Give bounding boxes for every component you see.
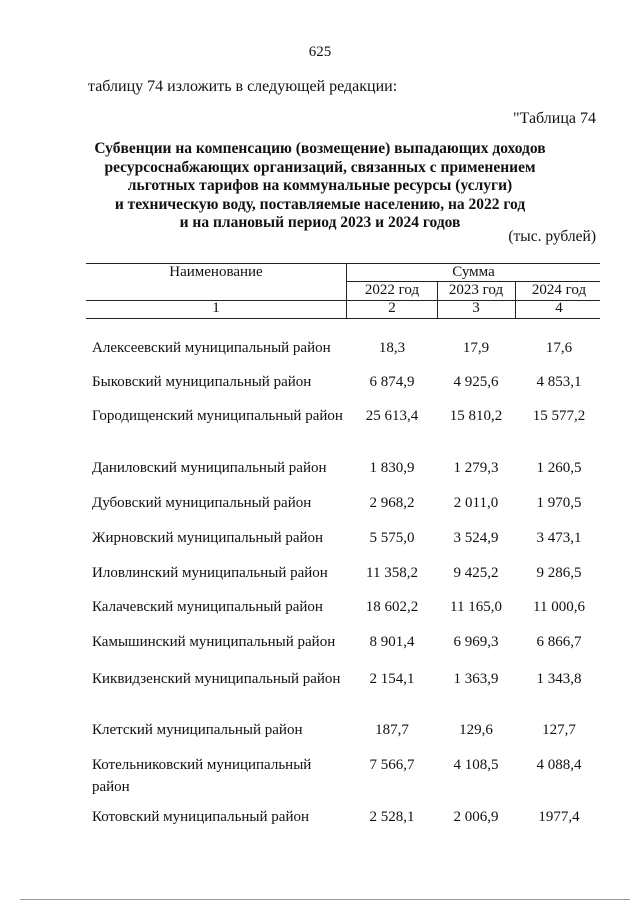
row-name: Киквидзенский муниципальный район [92, 671, 341, 687]
value-2022: 18 602,2 [365, 599, 419, 615]
table-label: "Таблица 74 [513, 110, 596, 127]
title-line: и на плановый период 2023 и 2024 годов [179, 214, 461, 232]
header-col-number: 4 [555, 300, 563, 316]
header-col-number: 1 [212, 300, 220, 316]
value-2024: 9 286,5 [536, 565, 582, 581]
value-2022: 25 613,4 [365, 408, 419, 424]
intro-text: таблицу 74 изложить в следующей редакции: [88, 78, 398, 95]
row-name: Калачевский муниципальный район [92, 599, 323, 615]
value-2024: 1 970,5 [536, 495, 582, 511]
value-2023: 4 108,5 [453, 757, 499, 773]
value-2024: 1977,4 [538, 809, 580, 825]
value-2023: 129,6 [459, 722, 493, 738]
title-line: и техническую воду, поставляемые населению, на 2022 год [114, 195, 526, 213]
value-2024: 3 473,1 [536, 530, 582, 546]
row-name: Городищенский муниципальный район [92, 408, 343, 424]
row-name: Иловлинский муниципальный район [92, 565, 328, 581]
row-name: Быковский муниципальный район [92, 374, 312, 390]
header-name: Наименование [169, 264, 263, 280]
value-2023: 1 279,3 [453, 460, 499, 476]
row-name: Котовский муниципальный район [92, 809, 310, 825]
row-name: Клетский муниципальный район [92, 722, 303, 738]
value-2022: 2 528,1 [369, 809, 415, 825]
row-name: Жирновский муниципальный район [92, 530, 324, 546]
row-name: Котельниковский муниципальный район [92, 757, 312, 795]
value-2022: 8 901,4 [369, 634, 415, 650]
value-2022: 2 968,2 [369, 495, 415, 511]
value-2024: 15 577,2 [532, 408, 586, 424]
value-2023: 9 425,2 [453, 565, 499, 581]
value-2023: 11 165,0 [450, 599, 502, 615]
row-name: Даниловский муниципальный район [92, 460, 327, 476]
value-2022: 187,7 [375, 722, 409, 738]
value-2024: 1 260,5 [536, 460, 582, 476]
value-2022: 2 154,1 [369, 671, 415, 687]
value-2022: 18,3 [378, 340, 406, 356]
page-number: 625 [308, 44, 332, 60]
row-name: Камышинский муниципальный район [92, 634, 336, 650]
title-line: льготных тарифов на коммунальные ресурсы (услуги) [127, 177, 513, 195]
value-2024: 17,6 [545, 340, 573, 356]
header-col-number: 3 [472, 300, 480, 316]
units-label: (тыс. рублей) [508, 228, 596, 245]
value-2024: 4 088,4 [536, 757, 582, 773]
header-year: 2023 год [448, 282, 504, 298]
title-line: ресурсоснабжающих организаций, связанных с применением [104, 158, 536, 176]
value-2023: 2 011,0 [453, 495, 499, 511]
header-bottom-rule [86, 318, 600, 319]
value-2024: 11 000,6 [533, 599, 585, 615]
header-col-number: 2 [388, 300, 396, 316]
value-2024: 6 866,7 [536, 634, 582, 650]
value-2022: 1 830,9 [369, 460, 415, 476]
header-year: 2022 год [364, 282, 420, 298]
header-sum: Сумма [452, 264, 495, 280]
header-year: 2024 год [531, 282, 587, 298]
value-2023: 4 925,6 [453, 374, 499, 390]
row-name: Дубовский муниципальный район [92, 495, 312, 511]
value-2023: 6 969,3 [453, 634, 499, 650]
table-title [90, 140, 550, 233]
row-name: Алексеевский муниципальный район [92, 340, 331, 356]
value-2023: 1 363,9 [453, 671, 499, 687]
value-2023: 15 810,2 [449, 408, 503, 424]
value-2023: 3 524,9 [453, 530, 499, 546]
value-2022: 7 566,7 [369, 757, 415, 773]
value-2022: 6 874,9 [369, 374, 415, 390]
value-2023: 2 006,9 [453, 809, 499, 825]
page-bottom-edge [20, 899, 630, 900]
value-2024: 4 853,1 [536, 374, 582, 390]
value-2024: 127,7 [542, 722, 576, 738]
value-2022: 5 575,0 [369, 530, 415, 546]
title-line: Субвенции на компенсацию (возмещение) выпадающих доходов [94, 140, 546, 157]
value-2023: 17,9 [462, 340, 490, 356]
value-2024: 1 343,8 [536, 671, 582, 687]
value-2022: 11 358,2 [366, 565, 418, 581]
